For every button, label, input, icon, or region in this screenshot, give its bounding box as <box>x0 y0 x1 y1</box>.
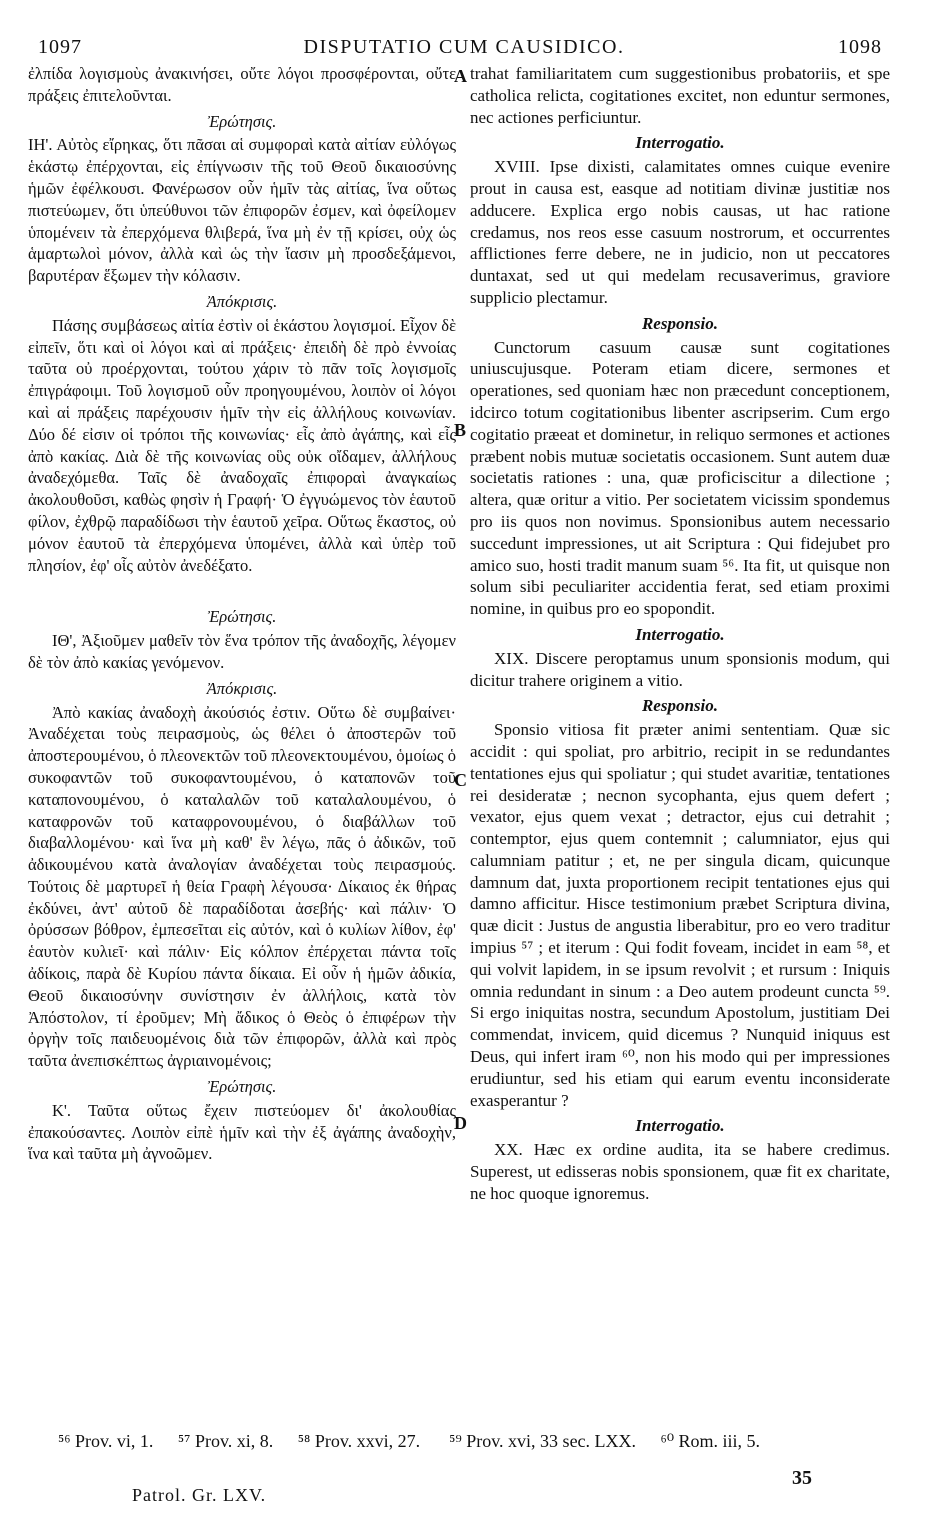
latin-intro: trahat familiaritatem cum suggestionibus probatoriis, et spe catholica relicta, cogitationes excitet, non eduntur sermones, nec actiones perficiuntur. <box>470 64 890 127</box>
sheet-number: 35 <box>792 1467 812 1489</box>
footnote-59: ⁵⁹ Prov. xvi, 33 sec. LXX. <box>449 1431 637 1451</box>
margin-letter-d: D <box>454 1113 467 1133</box>
greek-heading-interrogatio-19: Ἐρώτησις. <box>207 607 277 627</box>
latin-heading-interrogatio-19: Interrogatio. <box>635 624 725 644</box>
margin-letter-c: C <box>454 770 467 790</box>
greek-answer-19: Ἀπὸ κακίας ἀναδοχὴ ἀκούσιός ἐστιν. Οὕτω δὲ συμβαίνει· Ἀναδέχεται τοὺς πειρασμοὺς, ὡς θέλει ὁ ἀποστερῶν τοῦ ἀποστερουμένου, ὁ πλεονεκτῶν τοῦ πλεονεκτουμένου, ὁμοίως ὁ συκοφαντῶν τοῦ συκοφαντουμένου, ὁ καταπονῶν τοῦ καταπονουμένου, ὁ καταλαλῶν τοῦ καταλαλουμένου, ὁ καταφρονῶν τοῦ καταφρονουμένου, ὁ διαβάλλων τοῦ διαβαλλομένου· καὶ ἵνα μὴ καθ' ἓν λέγω, πᾶς ὁ ἀδικῶν, τοῦ ἀδικουμένου κατὰ ἀναλογίαν ἀναδέχεται τοὺς πειρασμούς. Τούτοις δὲ μαρτυρεῖ ἡ θεία Γραφὴ λέγουσα· Δίκαιος ἐκ θήρας ἐκδύνει, ἀντ' αὐτοῦ δὲ παραδίδοται ἀσεβής· καὶ πάλιν· Ὁ ὀρύσσων βόθρον, ἐμπεσεῖται εἰς αὐτόν, καὶ ὁ κυλίων λίθον, ἐφ' ἑαυτὸν κυλιεῖ· καὶ πάλιν· Εἰς κόλπον ἐπέρχεται πάντα τοῖς ἀδίκοις, παρὰ δὲ Κυρίου πάντα δίκαια. Εἰ οὖν ἡ ἡμῶν ἀδικία, Θεοῦ δικαιοσύνην συνίστησιν ἐν ἀλλήλοις, κατὰ τὸν Ἀπόστολον, τί ἐροῦμεν; Μὴ ἄδικος ὁ Θεὸς ὁ ἐπιφέρων τὴν ὀργὴν τοῖς παιδευομένοις διὰ τῶν ἐπιφορῶν, ἀλλὰ καὶ πρὸς ταῦτα ἀνεπισκέπτως ἀγριαινομένοις; <box>28 702 456 1071</box>
latin-question-20: XX. Hæc ex ordine audita, ita se habere credimus. Superest, ut edisseras nobis sponsionem, quæ fit ex charitate, ne hoc quoque ignoremus. <box>470 1140 890 1203</box>
latin-answer-18: Cunctorum casuum causæ sunt cogitationes uniuscujusque. Poteram etiam dicere, sermones et operationes, sed quoniam hæc non præcedunt conceptionem, idcirco totum cogitationibus libenter ascripserim. Cum ergo cogitatio præeat et dominetur, in reliquo sermones et actiones præbent nobis mutuæ societatis occasionem. Sunt autem duæ societatis rationes : una, quæ proficiscitur a dilectione ; altera, quæ oritur a vitio. Per societatem vicissim spondemus pro iis quos non novimus. Sponsionibus autem necessario succedunt impressiones, ut ait Scriptura : Qui fidejubet pro amico suo, hosti tradit manum suam ⁵⁶. Ita fit, ut quisque non solum sibi peculiariter accidentia ferat, sed etiam proximi nomine, in quibus pro eo spopondit. <box>470 337 890 619</box>
left-column-number: 1097 <box>38 36 82 58</box>
latin-column <box>470 63 890 1205</box>
margin-letter-a: A <box>454 66 467 86</box>
latin-question-18: XVIII. Ipse dixisti, calamitates omnes cuique evenire prout in causa est, easque ad notitiam divinæ justitiæ nos adducere. Explica ergo nobis causas, ut hac ratione credamus, nos reos esse casuum nostrorum, et occurrentes afflictiones ferre debere, ne in judicio, non ut peccatores duntaxat, sed ut qui medelam recusaverimus, graviore supplicio plectamur. <box>470 157 890 307</box>
margin-letter-b: B <box>454 420 467 440</box>
series-footer: Patrol. Gr. LXV. <box>132 1485 267 1505</box>
footnote-60: ⁶⁰ Rom. iii, 5. <box>660 1431 761 1451</box>
latin-question-19: XIX. Discere peroptamus unum sponsionis modum, qui dicitur trahere originem a vitio. <box>470 648 890 690</box>
footnote-56: ⁵⁶ Prov. vi, 1. <box>58 1431 154 1451</box>
greek-heading-interrogatio-18: Ἐρώτησις. <box>207 111 277 131</box>
greek-heading-responsio-18: Ἀπόκρισις. <box>206 291 278 311</box>
latin-heading-interrogatio-20: Interrogatio. <box>635 1116 725 1136</box>
right-column-number: 1098 <box>838 36 882 58</box>
greek-intro: ἐλπίδα λογισμοὺς ἀνακινήσει, οὔτε λόγοι προσφέρονται, οὔτε πράξεις ἐπιτελοῦνται. <box>28 64 456 105</box>
footnote-58: ⁵⁸ Prov. xxvi, 27. <box>297 1431 421 1451</box>
greek-question-19: ΙΘ', Ἀξιοῦμεν μαθεῖν τὸν ἕνα τρόπον τῆς ἀναδοχῆς, λέγομεν δὲ τὸν ἀπὸ κακίας γενόμενον. <box>28 631 456 672</box>
greek-question-18: ΙΗ'. Αὐτὸς εἴρηκας, ὅτι πᾶσαι αἱ συμφοραὶ κατὰ αἰτίαν εὐλόγως ἑκάστῳ ἐπέρχονται, εἰς ἐπίγνωσιν τῆς τοῦ Θεοῦ δικαιοσύνης ἡμῶν ἐφέλκουσι. Φανέρωσον οὖν ἡμῖν τὰς αἰτίας, ἵνα οὕτως πιστεύωμεν, ὅτι ὑπεύθυνοι τῶν ἐπιφορῶν ἐσμεν, καὶ ὀφείλομεν ὑπομένειν τὰ ἐπερχόμενα θλιβερά, ἵνα μὴ ἐν τῇ κρίσει, οὐχ ὡς ἁμαρτωλοὶ μόνον, ἀλλὰ καὶ ὡς τὴν ἴασιν μὴ προσδεξάμενοι, βαρυτέραν ἕξωμεν τὴν κόλασιν. <box>28 135 456 286</box>
greek-heading-interrogatio-20: Ἐρώτησις. <box>207 1077 277 1097</box>
latin-answer-19: Sponsio vitiosa fit præter animi sententiam. Quæ sic accidit : qui spoliat, pro arbitrio, recipit in se redundantes tentationes ejus qui spoliatur ; qui studet avaritiæ, tentationes rei desideratæ ; necnon sycophanta, ejus quem defert ; vexator, ejus quem vexat ; detractor, ejus cui detrahit ; contemptor, ejus quem contemnit ; calumniator, ejus qui calumniam patitur ; et, ne per singula dicam, quicunque damnum dat, juxta proportionem recipit tentationes ejus qui damno afficitur. Hisce testimonium præbet Scriptura divina, quæ dicit : Justus de angustia liberabitur, pro eo vero traditur impius ⁵⁷ ; et iterum : Qui fodit foveam, incidet in eam ⁵⁸, et qui volvit lapidem, in se ipsum revolvit ; et rursum : Iniquis omnia redundant in sinum : a Deo autem prodeunt cuncta ⁵⁹. Si ergo iniquitas nostra, secundum Apostolum, justitiam Dei commendat, invicem, quid dicemus ? Nunquid iniquus est Deus, qui infert iram ⁶⁰, non his modo qui per impressiones erudiuntur, sed his etiam qui earum eventu inconsiderate exasperantur ? <box>470 720 890 1110</box>
latin-heading-responsio-18: Responsio. <box>641 313 719 333</box>
footnote-57: ⁵⁷ Prov. xi, 8. <box>177 1431 274 1451</box>
greek-column <box>28 63 456 1165</box>
running-title: DISPUTATIO CUM CAUSIDICO. <box>303 36 625 58</box>
greek-answer-18: Πάσης συμβάσεως αἰτία ἐστὶν οἱ ἑκάστου λογισμοί. Εἶχον δὲ εἰπεῖν, ὅτι καὶ οἱ λόγοι καὶ αἱ πράξεις· ἐπειδὴ δὲ πρὸ ἐννοίας ταῦτα οὐ προέρχονται, τούτου χάριν τὸ πᾶν τοῖς λογισμοῖς ἐπιγράφοιμι. Τοῦ λογισμοῦ οὖν προηγουμένου, λοιπὸν οἱ λόγοι καὶ αἱ πράξεις παρέχουσιν ἡμῖν τὴν εἰς ἀλλήλους κοινωνίαν. Δύο δέ εἰσιν οἱ τρόποι τῆς κοινωνίας· εἷς ἀπὸ ἀγάπης, καὶ εἷς ἀπὸ κακίας. Διὰ δὲ τῆς κοινωνίας οὓς οὐκ οἴδαμεν, ἀλλήλους ἀναδεχόμεθα. Ταῖς δὲ ἀναδοχαῖς ἐπιφοραὶ ἀναγκαίως ἀκολουθοῦσι, καθὼς φησὶν ἡ Γραφή· Ὁ ἐγγυώμενος τὸν ἑαυτοῦ φίλον, ἐχθρῷ παραδίδωσι τὴν ἑαυτοῦ χεῖρα. Οὕτως ἕκαστος, οὐ μόνον ἑαυτοῦ τὰ ἐπερχόμενα ὑπομένει, ἀλλὰ καὶ ὑπὲρ τοῦ πλησίον, ἐφ' οἷς αὐτὸν ἀνεδέξατο. <box>28 315 456 575</box>
greek-question-20: Κ'. Ταῦτα οὕτως ἔχειν πιστεύομεν δι' ἀκολουθίας ἐπακούσαντες. Λοιπὸν εἰπὲ ἡμῖν καὶ τὴν ἐξ ἀγάπης ἀναδοχὴν, ἵνα καὶ ταῦτα μὴ ἀγνοῶμεν. <box>28 1100 456 1164</box>
footnotes <box>58 1431 760 1452</box>
latin-heading-interrogatio-18: Interrogatio. <box>635 133 725 153</box>
greek-heading-responsio-19: Ἀπόκρισις. <box>206 678 278 698</box>
latin-heading-responsio-19: Responsio. <box>641 696 719 716</box>
running-header <box>0 36 928 58</box>
